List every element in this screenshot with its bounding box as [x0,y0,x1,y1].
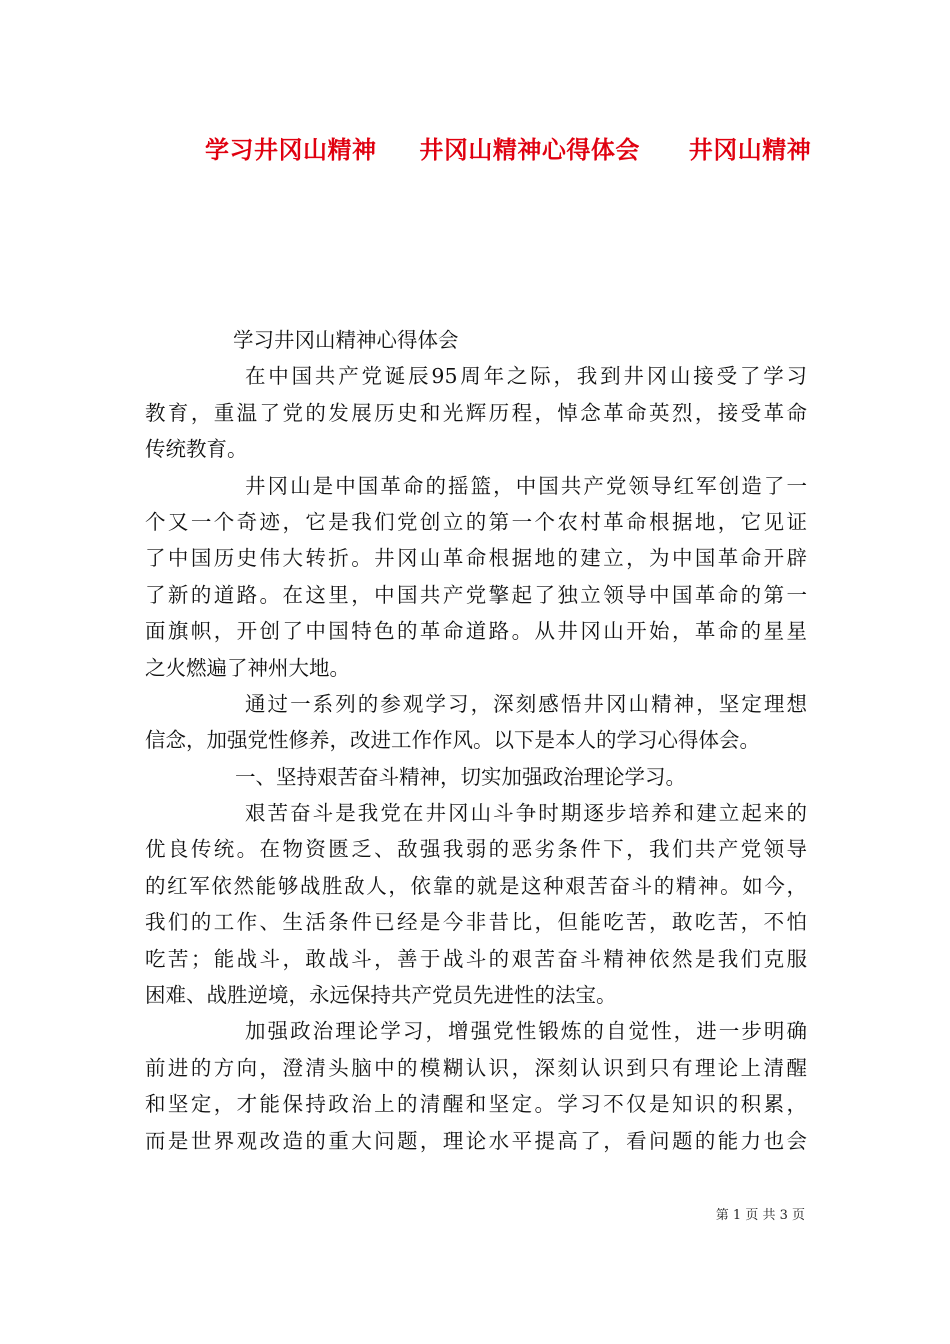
paragraph-5-line-3: 的红军依然能够战胜敌人，依靠的就是这种艰苦奋斗的精神。如今， [145,873,807,898]
paragraph-6-line-3: 和坚定，才能保持政治上的清醒和坚定。学习不仅是知识的积累， [145,1092,807,1117]
title-part-3: 井冈山精神 [688,135,812,164]
paragraph-5-line-2: 优良传统。在物资匮乏、敌强我弱的恶劣条件下，我们共产党领导 [145,837,807,862]
document-title [205,130,845,165]
paragraph-3-line-1: 通过一系列的参观学习，深刻感悟井冈山精神，坚定理想 [245,691,807,716]
title-part-1: 学习井冈山精神 [205,135,377,164]
paragraph-2-line-4: 了新的道路。在这里，中国共产党擎起了独立领导中国革命的第一 [145,582,807,607]
paragraph-5-line-1: 艰苦奋斗是我党在井冈山斗争时期逐步培养和建立起来的 [245,801,807,826]
paragraph-1-line-3: 传统教育。 [145,437,248,462]
paragraph-1-line-2: 教育，重温了党的发展历史和光辉历程，悼念革命英烈，接受革命 [145,400,807,425]
paragraph-6-line-4: 而是世界观改造的重大问题，理论水平提高了，看问题的能力也会 [145,1128,807,1153]
paragraph-5-line-6: 困难、战胜逆境，永远保持共产党员先进性的法宝。 [145,983,617,1008]
paragraph-5-line-5: 吃苦；能战斗，敢战斗，善于战斗的艰苦奋斗精神依然是我们克服 [145,946,807,971]
section-heading-1: 一、坚持艰苦奋斗精神，切实加强政治理论学习。 [235,764,686,789]
paragraph-1-line-1: 在中国共产党诞辰95周年之际，我到井冈山接受了学习 [245,364,807,389]
page-number: 第 1 页 共 3 页 [715,1208,805,1223]
paragraph-2-line-3: 了中国历史伟大转折。井冈山革命根据地的建立，为中国革命开辟 [145,546,807,571]
title-part-2: 井冈山精神心得体会 [419,135,640,164]
paragraph-5-line-4: 我们的工作、生活条件已经是今非昔比，但能吃苦，敢吃苦，不怕 [145,910,807,935]
paragraph-6-line-2: 前进的方向，澄清头脑中的模糊认识，深刻认识到只有理论上清醒 [145,1055,807,1080]
paragraph-2-line-2: 个又一个奇迹，它是我们党创立的第一个农村革命根据地，它见证 [145,509,807,534]
paragraph-3-line-2: 信念，加强党性修养，改进工作作风。以下是本人的学习心得体会。 [145,728,760,753]
document-body [145,322,807,1159]
article-subtitle: 学习井冈山精神心得体会 [233,328,459,352]
paragraph-2-line-1: 井冈山是中国革命的摇篮，中国共产党领导红军创造了一 [245,473,807,498]
paragraph-2-line-5: 面旗帜，开创了中国特色的革命道路。从井冈山开始，革命的星星 [145,619,807,644]
paragraph-6-line-1: 加强政治理论学习，增强党性锻炼的自觉性，进一步明确 [245,1019,807,1044]
paragraph-2-line-6: 之火燃遍了神州大地。 [145,655,350,680]
